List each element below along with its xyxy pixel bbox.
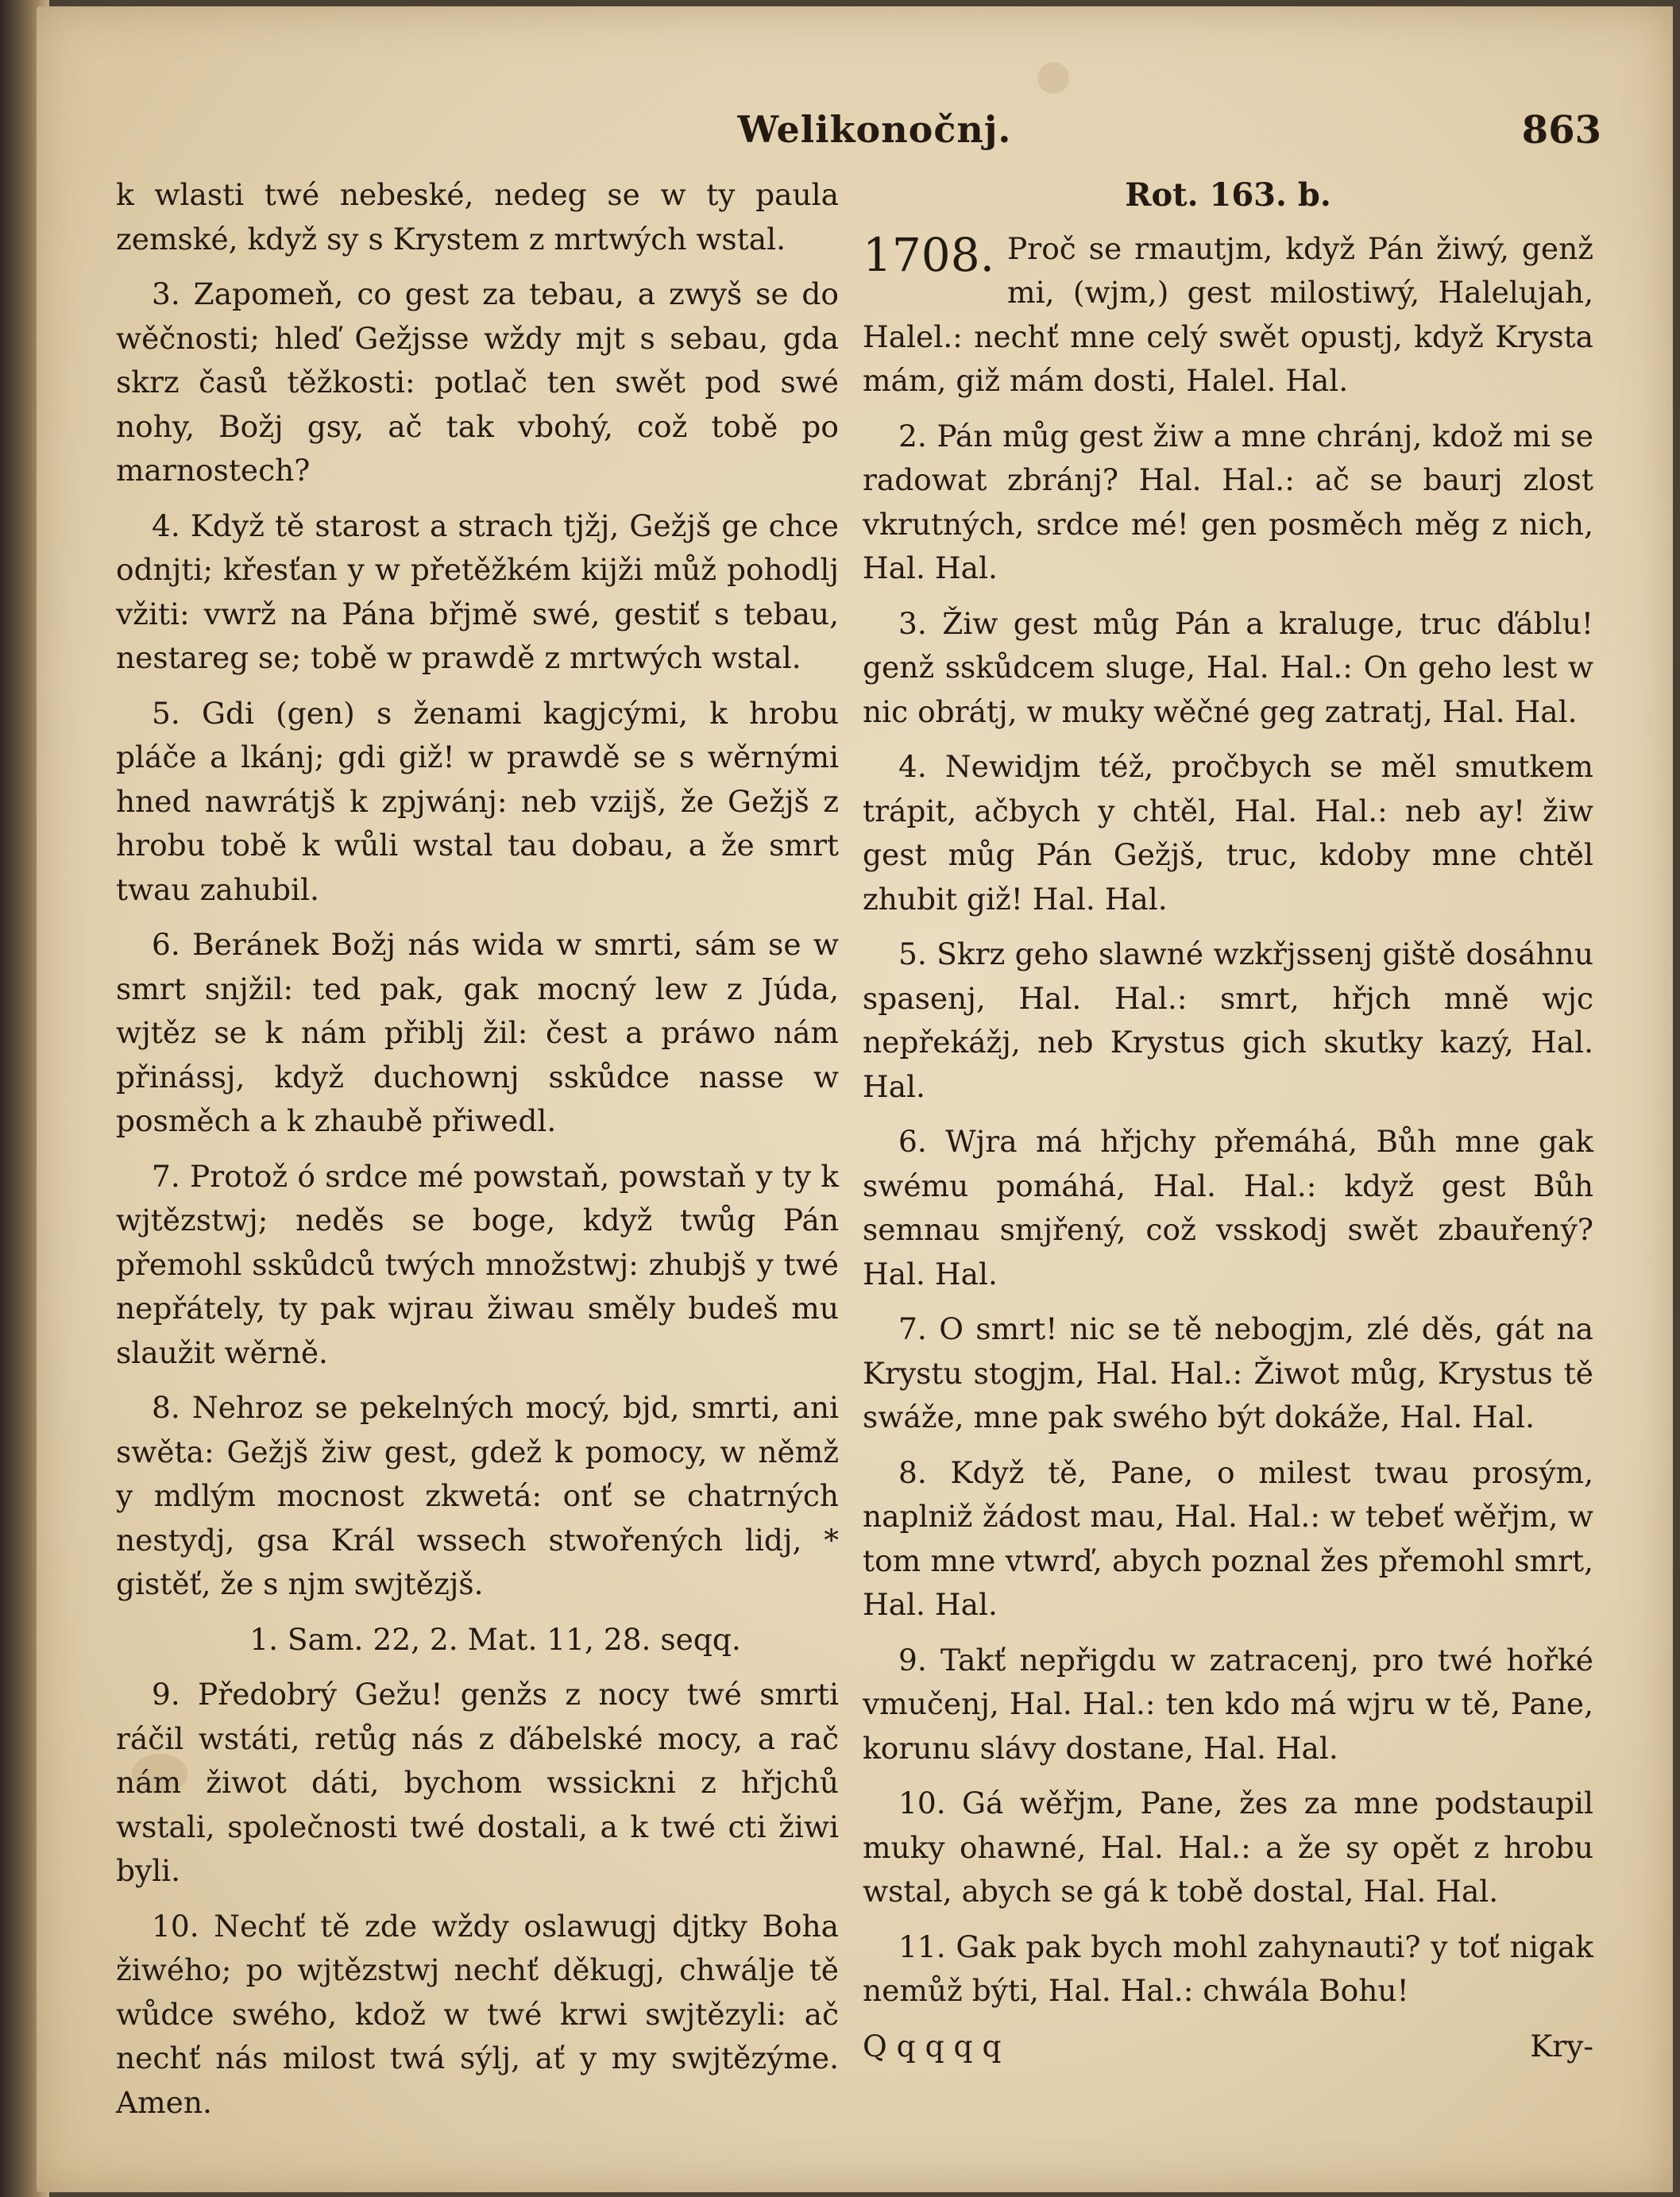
- signature-mark: Q q q q q: [863, 2028, 1002, 2064]
- verse: 3. Zapomeň, co gest za tebau, a zwyš se do wěčnosti; hleď Gežjsse wždy mjt s sebau, gda skrz časů těžkosti: potlač ten swět pod swé nohy, Božj gsy, ač tak vbohý, což tobě po marnostech?: [116, 276, 839, 488]
- verse: 6. Beránek Božj nás wida w smrti, sám se w smrt snjžil: ted pak, gak mocný lew z Júda, wjtěz se k nám přiblj žil: čest a práwo nám přinássj, když duchownj sskůdce nasse w posměch a k zhaubě přiwedl.: [116, 927, 839, 1138]
- verse: 10. Nechť tě zde wždy oslawugj djtky Boha žiwého; po wjtězstwj nechť děkugj, chwálje tě wůdce swého, kdož w twé krwi swjtězyli: ač nechť nás milost twá sýlj, ať y my swjtězýme. Amen.: [116, 1908, 839, 2120]
- verse: 9. Takť nepřigdu w zatracenj, pro twé hořké vmučenj, Hal. Hal.: ten kdo má wjru w tě, Pane, korunu slávy dostane, Hal. Hal.: [863, 1642, 1593, 1766]
- verse: 7. O smrt! nic se tě nebogjm, zlé děs, gát na Krystu stogjm, Hal. Hal.: Žiwot můg, Krystus tě swáže, mne pak swého být dokáže, Hal. Hal.: [863, 1311, 1593, 1434]
- hymn-first-verse: [863, 227, 1593, 403]
- verse: 10. Gá wěřjm, Pane, žes za mne podstaupil muky ohawné, Hal. Hal.: a že sy opět z hrobu wstal, abych se gá k tobě dostal, Hal. Hal.: [863, 1786, 1593, 1909]
- left-column: [116, 173, 839, 2136]
- verse: 4. Když tě starost a strach tjžj, Gežjš ge chce odnjti; křesťan y w přetěžkém kijži můž pohodlj vžiti: vwrž na Pána břjmě swé, gestiť s tebau, nestareg se; tobě w prawdě z mrtwých wstal.: [116, 508, 839, 675]
- right-column: [863, 173, 1593, 2068]
- book-page: [37, 6, 1673, 2192]
- page-number: 863: [1521, 108, 1601, 153]
- verse: 6. Wjra má hřjchy přemáhá, Bůh mne gak swému pomáhá, Hal. Hal.: když gest Bůh semnau smjřený, což vsskodj swět zbauřený? Hal. Hal.: [863, 1124, 1593, 1292]
- verse: 8. Když tě, Pane, o milest twau prosým, naplniž žádost mau, Hal. Hal.: w tebeť wěřjm, w tom mne vtwrď, abych poznal žes přemohl smrt, Hal. Hal.: [863, 1454, 1593, 1622]
- page-header: [148, 108, 1601, 156]
- verse: 4. Newidjm též, pročbych se měl smutkem trápit, ačbych y chtěl, Hal. Hal.: neb ay! žiw gest můg Pán Gežjš, truc, kdoby mne chtěl zhubit giž! Hal. Hal.: [863, 749, 1593, 917]
- verse: 2. Pán můg gest žiw a mne chránj, kdož mi se radowat zbránj? Hal. Hal.: ač se baurj zlost vkrutných, srdce mé! gen posměch měg z nich, Hal. Hal.: [863, 418, 1593, 585]
- verse: 11. Gak pak bych mohl zahynauti? y toť nigak nemůž býti, Hal. Hal.: chwála Bohu!: [863, 1929, 1593, 2008]
- verse: 8. Nehroz se pekelných mocý, bjd, smrti, ani swěta: Gežjš žiw gest, gdež k pomocy, w němž y mdlým mocnost zkwetá: onť se chatrných nestydj, gsa Král wssech stwořených lidj, * gistěť, že s njm swjtězjš.: [116, 1390, 839, 1601]
- bible-citation: 1. Sam. 22, 2. Mat. 11, 28. seqq.: [249, 1621, 741, 1657]
- verse: 7. Protož ó srdce mé powstaň, powstaň y ty k wjtězstwj; neděs se boge, když twůg Pán přemohl sskůdců twých množstwj: zhubjš y twé nepřátely, ty pak wjrau žiwau směly budeš mu slaužit wěrně.: [116, 1158, 839, 1370]
- catchword: Kry-: [1530, 2028, 1593, 2064]
- page-footer: [863, 2025, 1593, 2069]
- paper-stain: [1037, 62, 1069, 94]
- verse: 3. Žiw gest můg Pán a kraluge, truc ďáblu! genž sskůdcem sluge, Hal. Hal.: On geho lest w nic obrátj, w muky wěčné geg zatratj, Hal. Hal.: [863, 605, 1593, 729]
- continuation-text: k wlasti twé nebeské, nedeg se w ty paula zemské, když sy s Krystem z mrtwých wstal.: [116, 177, 839, 257]
- verse: 9. Předobrý Gežu! genžs z nocy twé smrti ráčil wstáti, retůg nás z ďábelské mocy, a rač nám žiwot dáti, bychom wssickni z hřjchů wstali, společnosti twé dostali, a k twé cti žiwi byli.: [116, 1677, 839, 1888]
- verse: 5. Skrz geho slawné wzkřjssenj giště dosáhnu spasenj, Hal. Hal.: smrt, hřjch mně wjc nepřekážj, neb Krystus gich skutky kazý, Hal. Hal.: [863, 936, 1593, 1104]
- verse-text: Proč se rmautjm, když Pán žiwý, genž mi, (wjm,) gest milostiwý, Halelujah, Halel.: nechť mne celý swět opustj, když Krysta mám, giž mám dosti, Halel. Hal.: [863, 230, 1593, 398]
- hymn-number: 1708.: [863, 227, 995, 282]
- hymn-reference: Rot. 163. b.: [1125, 176, 1331, 214]
- verse: 5. Gdi (gen) s ženami kagjcými, k hrobu pláče a lkánj; gdi giž! w prawdě se s wěrnými hned nawrátjš k zpjwánj: neb vzijš, že Gežjš z hrobu tobě k wůli wstal tau dobau, a že smrt twau zahubil.: [116, 695, 839, 907]
- running-head: Welikonočnj.: [737, 108, 1012, 151]
